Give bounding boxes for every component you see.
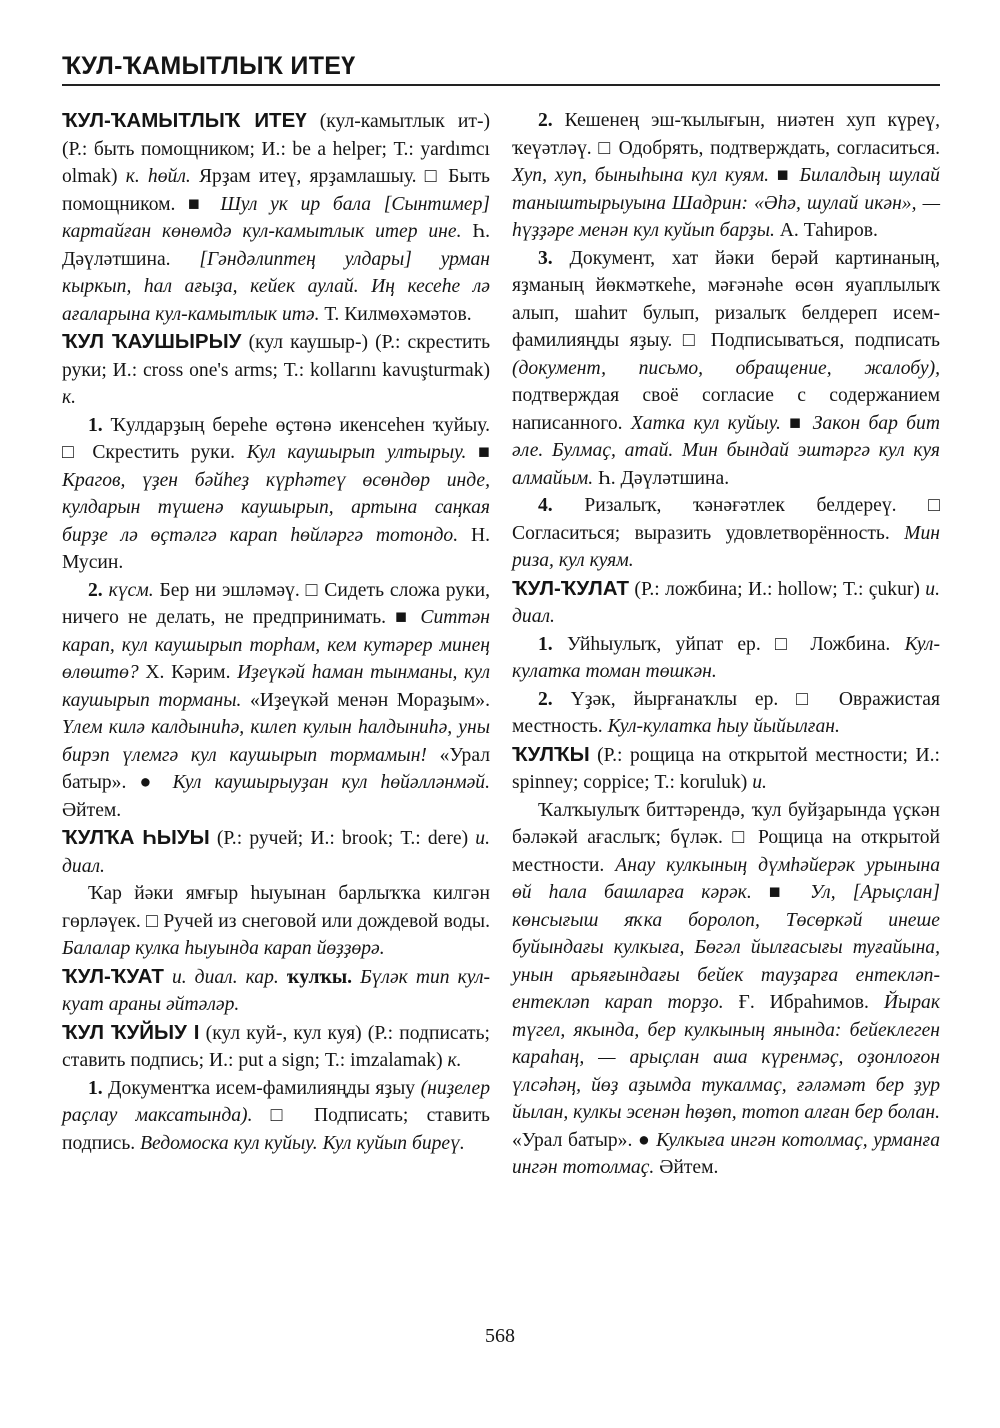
entry-text [279,967,287,988]
sense-number: 2. [88,579,103,601]
grammar-label: к. [447,1050,462,1071]
example-text: Балалар кулка hыуында карап йөҙҙөрә. [62,938,385,959]
entry-text: (Р.: ложбина; И.: hollow; Т.: çukur) [629,578,926,600]
headword: ҠУЛ ҠУЙЫУ I [62,1020,200,1044]
grammar-label: и. диал. [62,828,490,877]
grammar-label: и. [752,772,767,793]
source-author: А. Таhиров. [774,220,878,241]
example-text: (ниҙелер раҫлау максатында). [62,1077,490,1126]
entry-text: ■ [751,882,810,903]
headword: ҠУЛ-ҠАМЫТЛЫҠ ИТЕҮ [62,109,307,132]
entry-kulka-hyuy [62,824,490,880]
entry-text: Ярҙам итеү, ярҙамлашыу. □ Быть помощником. ■ [62,166,490,215]
example-text: (документ, письмо, обращение, жалобу), [512,357,940,379]
example-text: Кулкыға ингән котолмаҫ, урманға ингән тотолмаҫ. [512,1129,940,1178]
entry-kul-kamytlyk-iteu [62,107,490,328]
grammar-label: күсм. [108,579,154,601]
sense-1 [512,631,940,686]
sense-number: 3. [538,247,553,269]
entry-text: Бер ни эшләмәү. □ Сидеть сложа руки, ничего не делать, не предпринимать. ■ [62,579,490,628]
entry-text: Кешенең эш-ҡылығын, ниәтен хуп күреү, ҡеүәтләү. □ Одобрять, подтверждать, согласиться. [512,110,940,159]
example-text: Үлем килә калдыниhә, килеп кулын hалдыниhә, уны бирэп үлемгә кул каушырып тормамын! [62,717,490,766]
entry-text: Уйhыулыҡ, уйпат ер. □ Ложбина. [552,633,905,655]
right-column [512,107,940,1182]
entry-text: (Р.: рощица на открытой местности; И.: spinney; coppice; Т.: koruluk) [512,744,940,793]
header-rule [62,84,940,86]
sense-4 [512,492,940,575]
entry-text: Документҡа исем-фамилияңды яҙыу [102,1077,421,1099]
sense-number: 2. [538,110,553,131]
sense-2 [62,577,490,825]
example-text: Шул ук ир бала [Сынтимер] картайған көнөмдә кул-камытлык итер ине. [62,193,491,242]
example-text: Хуп, хуп, быныhына кул куям. [512,165,770,186]
source-author: Әйтем. [62,799,122,821]
headword: ҠУЛҠЫ [512,742,590,766]
entry-text [164,967,172,988]
example-text: Иҙеүкәй һаман тынманы, кул каушырып торманы. [62,662,490,711]
sense-number: 1. [538,633,553,655]
entry-text [352,967,360,988]
cross-reference: ҡулҡы. [286,966,353,988]
example-text: Хатка кул куйыу. [630,412,781,434]
entry-text: (кул каушыр-) (Р.: скрестить руки; И.: cross one's arms; Т.: kollarını kavuşturmak) [62,332,490,381]
example-text: Закон бар бит әле. Булмаҫ, атай. Мин бындай эштәргә кул куя алмайым. [512,412,940,489]
source-author: «Урал батыр». ● [62,744,491,793]
example-text: Мин риза, кул куям. [512,522,940,571]
sense-3 [512,245,940,493]
headword: ҠУЛ-ҠУЛАТ [512,576,630,600]
source-author: Т. Килмөхәмәтов. [319,303,472,325]
left-column [62,107,490,1157]
example-text: Кул-кулатка томан төшкән. [512,633,940,682]
source-author: «Урал батыр». ● [512,1129,657,1151]
entry-kul-kuat [62,963,490,1019]
definition [512,797,940,1182]
entry-kul-kuiyu [62,1019,490,1075]
entry-text: Ризалыҡ, ҡәнәғәтлек белдереү. □ Согласиться; выразить удовлетворённость. [512,495,940,544]
example-text: Кул каушырып ултырыу. [246,442,467,463]
grammar-label: к. [62,387,77,408]
sense-2 [512,686,940,741]
source-author: Һ. Дәүләтшина. [593,467,730,489]
entry-kul-kaushyryu [62,328,490,412]
example-text: Ул, [Арыҫлан] көнсығыш яҡка боролоп, Төсөркәй инеше буйындағы кулкыға, Бөгәл йылғасығы туғайына, унын арьяғындағы бейек тауҙарға ентекләп-ентекләп карап торҙо. [512,882,940,1013]
sense-number: 1. [88,1077,103,1099]
source-author: Н. Мусин. [62,524,490,573]
sense-2 [512,107,940,245]
running-head: ҠУЛ-ҠАМЫТЛЫҠ ИТЕҮ [62,52,356,80]
grammar-label: и. диал. кар. [171,966,279,988]
sense-1 [62,1075,490,1158]
source-author: Ғ. Ибраhимов. [723,992,884,1013]
source-author: Х. Кәрим. [138,662,238,683]
example-text: Йырак түгел, якында, бер кулкының янында: бейеклеген караhаң, — арыҫлан аша күренмәҫ, оҙонлоғон үлсәhәң, йөҙ аҙымда тукалмаҫ, ғәләмәт бер ҙур йылан, кулкы эсенән hөҙөп, тотоп алған бер болан. [512,992,940,1123]
page-number: 568 [485,1325,515,1347]
example-text: Билалдың шулай таныштырыуына Шадрин: «Әһә, шулай икән», — hүҙҙәре менән кул куйып барҙы. [512,165,940,241]
entry-kulky [512,741,940,797]
entry-text: (кул-камытлык ит-) (Р.: быть помощником; И.: be a helper; Т.: yardımcı olmak) [62,111,490,187]
example-text: Бүләк тип кул-куат араны әйтәләр. [62,966,491,1015]
example-text: [Гәндәлиптең улдары] урман кыркып, һал ағыҙа, кейек аулай. Иң кесеhе лә ағаларына кул-камытлык итә. [62,248,490,325]
source-author: Һ. Дәүләтшина. [62,221,491,270]
entry-text: Үҙәк, йырғанаҡлы ер. □ Овражистая местность. [512,688,940,737]
example-text: Ведомоска кул куйыу. Кул куйып биреү. [140,1132,465,1154]
source-author: Әйтем. [654,1157,719,1178]
example-text: Анау кулкының дүмһәйерәк урынына өй hала башларға кәрәк. [512,854,941,903]
sense-number: 1. [88,414,103,436]
grammar-label: и. диал. [512,578,940,627]
entry-text: ■ [780,412,813,434]
sense-number: 4. [538,495,553,516]
entry-text: ■ [769,165,800,186]
entry-text: ■ [466,442,491,463]
grammar-label: к. һөйл. [125,166,191,187]
headword: ҠУЛ ҠАУШЫРЫУ [62,330,242,353]
entry-text: (Р.: ручей; И.: brook; Т.: dere) [209,828,476,849]
entry-text: Ҡулдарҙың береhе өҫтөнә икенсеhен ҡуйыу. □ Скрестить руки. [62,414,490,463]
entry-text: □ Подписать; ставить подпись. [62,1105,490,1154]
sense-1 [62,412,490,577]
example-text: Кул каушырыуҙан кул hөйәлләнмәй. [172,772,491,793]
example-text: Крагов, үҙен бәйһеҙ күрһәтеү өсөндөр инде, кулдарын түшенә каушырып, артына саңкая бирҙе лә өҫтәлгә карап hөйләргә тотондо. [62,469,490,546]
entry-text: Документ, хат йәки берәй картинаның, яҙманың йөкмәткеhе, мәғәнәhе өсөн яуаплылыҡ алып, шаhит булып, ризалыҡ белдереп исем-фамилияңды яҙыу. □ Подписываться, подписать [512,247,940,351]
headword: ҠУЛ-ҠУАТ [62,964,164,988]
entry-text: (кул куй-, кул куя) (Р.: подписать; ставить подпись; И.: put a sign; Т.: imzalamak) [62,1022,490,1071]
entry-text: Ҡалҡыулыҡ биттәрендә, ҡул буйҙарында үҫкән бәләкәй ағаслыҡ; бүләк. □ Рощица на открытой местности. [512,799,940,876]
entry-kul-kulat [512,575,940,631]
entry-text: подтверждая своё согласие с содержанием написанного. [512,385,940,434]
example-text: Кул-кулатка hыу йыйылған. [607,716,840,737]
entry-text: Ҡар йәки ямғыр һыуынан барлыҡҡа килгән гөрләүек. □ Ручей из снеговой или дождевой воды. [62,883,490,932]
definition [62,880,490,963]
example-text: Ситтән карап, кул каушырып торhам, кем кутәрер минең өлөштө? [62,607,490,683]
source-author: «Иҙеүкәй менән Мораҙым». [241,689,490,711]
sense-number: 2. [538,688,553,710]
headword: ҠУЛҠА ҺЫУЫ [62,826,210,849]
